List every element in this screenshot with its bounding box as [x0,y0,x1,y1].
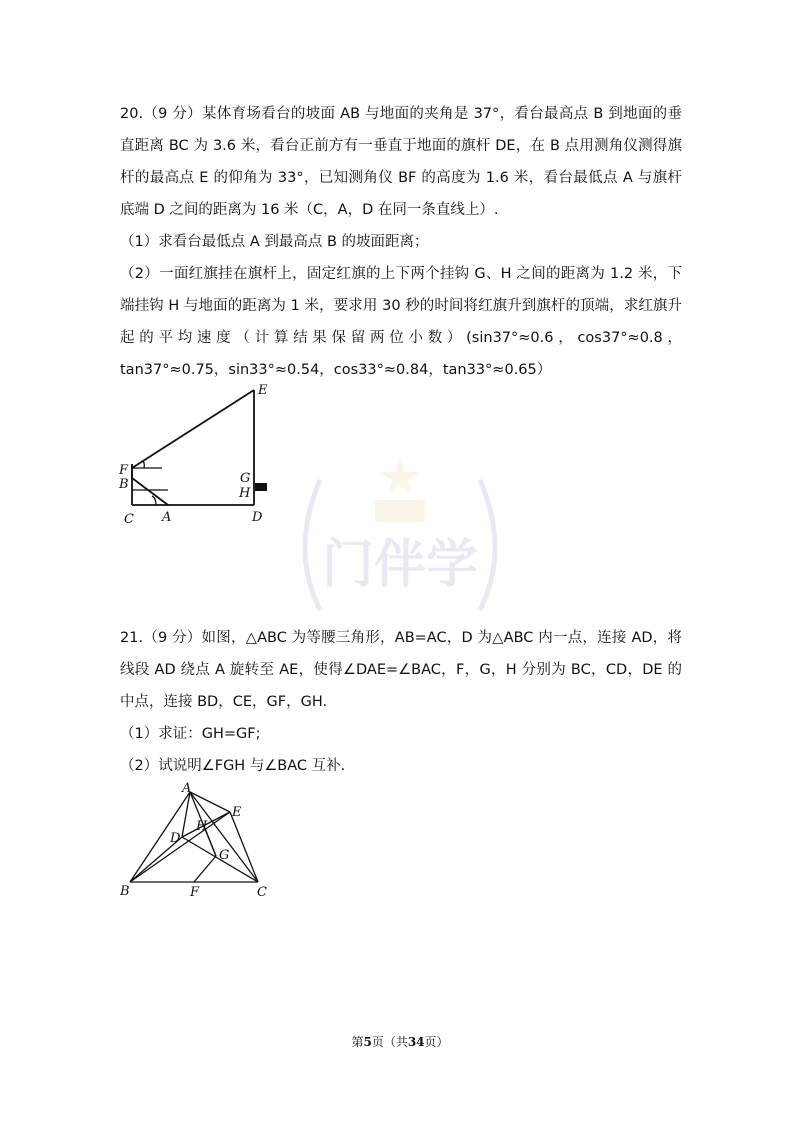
segment-ae [190,792,230,812]
problem-21-part-2: （2）试说明∠FGH 与∠BAC 互补. [120,758,346,774]
footer-page-number: 5 [363,1035,372,1049]
segment-ce [230,812,258,882]
label-b: B [120,884,130,898]
label-f: F [119,463,129,478]
page-footer [0,1033,800,1050]
footer-total-pages: 34 [407,1035,425,1049]
label-e: E [258,383,268,398]
footer-prefix: 第 [351,1035,364,1049]
label-c: C [124,512,134,527]
angle-arc-a [152,496,156,505]
problem-20-statement: 20.（9 分）某体育场看台的坡面 AB 与地面的夹角是 37°，看台最高点 B 到地面的垂直距离 BC 为 3.6 米，看台正前方有一垂直于地面的旗杆 DE，在 B 点用测角仪测得旗杆的最高点 E 的仰角为 33°，已知测角仪 BF 的高度为 1.6 米，看台最低点 A 与旗杆底端 D 之间的距离为 16 米（C，A，D 在同一条直线上）. [120,106,682,218]
laurel-left [305,480,320,610]
label-d: D [252,510,263,525]
figure-20-flagpole-diagram [112,382,282,532]
problem-21-part-1: （1）求证：GH=GF; [120,726,261,742]
laurel-right [480,480,495,610]
segment-be [130,812,230,882]
label-g: G [219,848,230,863]
problem-20 [120,98,682,386]
problem-21-statement: 21.（9 分）如图，△ABC 为等腰三角形，AB=AC，D 为△ABC 内一点，连接 AD，将线段 AD 绕点 A 旋转至 AE，使得∠DAE=∠BAC，F，G，H 分别为 BC，CD，DE 的中点，连接 BD，CE，GF，GH. [120,630,682,710]
label-f: F [190,885,200,898]
slope-ab [132,478,168,505]
label-b: B [119,477,129,492]
label-h: H [196,819,208,834]
problem-20-part-1: （1）求看台最低点 A 到最高点 B 的坡面距离； [120,234,429,250]
watermark-logo [280,440,520,640]
label-e: E [232,805,242,820]
segment-ab [130,792,190,882]
label-a: A [162,510,172,525]
label-g: G [240,471,251,486]
label-c: C [257,885,267,898]
segment-ac [190,792,258,882]
watermark-text: 门伴学 [321,535,479,595]
label-h: H [239,486,251,501]
footer-mid: 页（共 [371,1035,408,1049]
sight-line-fe [132,390,254,468]
problem-21 [120,622,682,782]
figure-21-triangle-diagram [118,782,278,898]
label-d: D [170,831,181,846]
segment-gf [194,856,216,882]
footer-suffix: 页） [424,1035,449,1049]
label-a: A [182,782,192,796]
angle-arc-f [143,461,144,468]
problem-20-part-2: （2）一面红旗挂在旗杆上，固定红旗的上下两个挂钩 G、H 之间的距离为 1.2 米，下端挂钩 H 与地面的距离为 1 米，要求用 30 秒的时间将红旗升到旗杆的顶端，求红旗升起的平均速度（计算结果保留两位小数）(sin37°≈0.6，cos37°≈0.8，tan37°≈0.75，sin33°≈0.54，cos33°≈0.84，tan33°≈0.65） [120,266,682,378]
flag [255,483,267,491]
